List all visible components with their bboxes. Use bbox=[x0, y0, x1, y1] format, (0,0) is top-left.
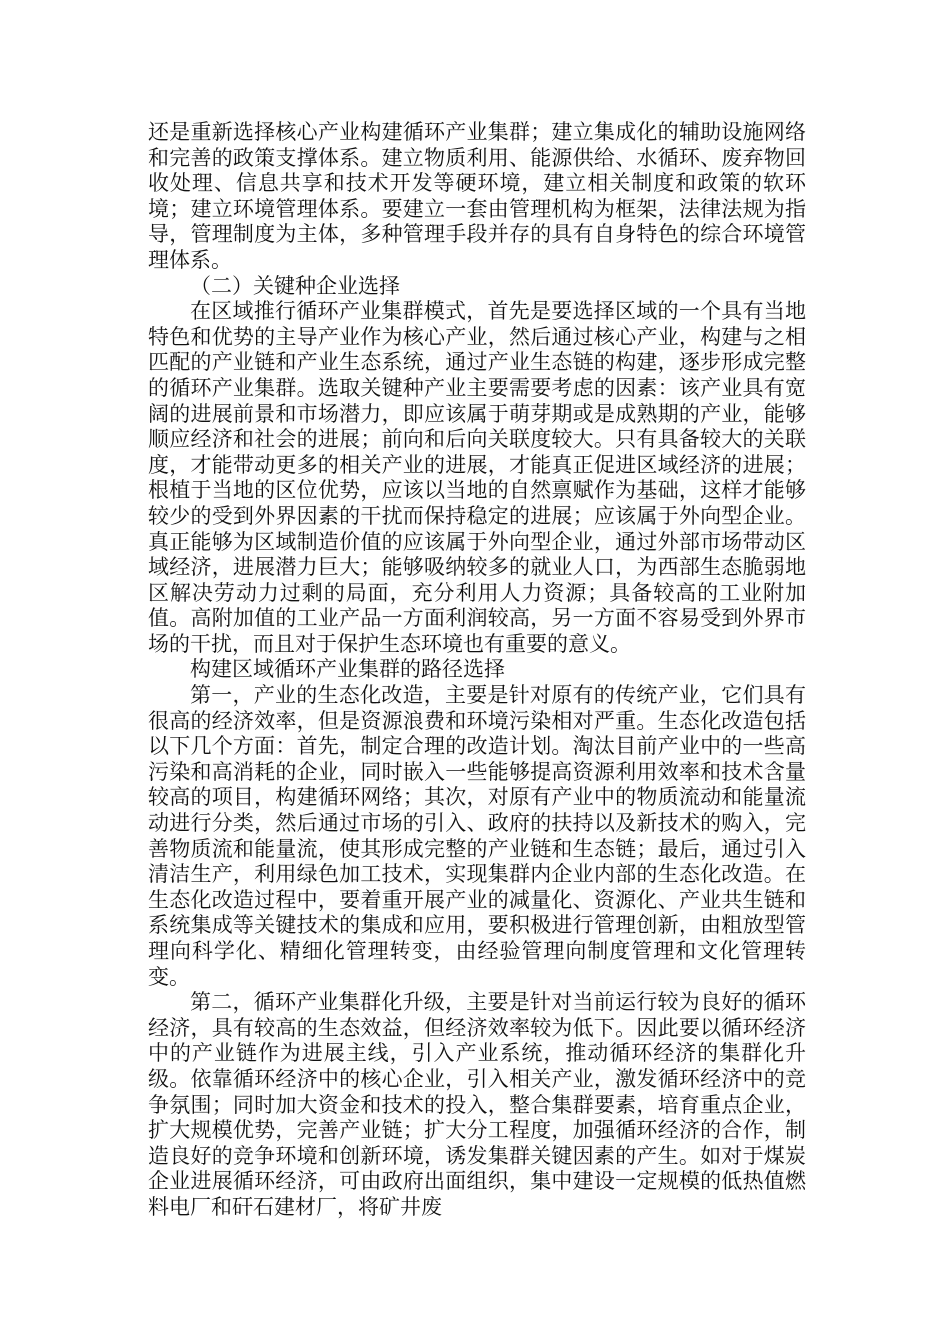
document-body bbox=[148, 120, 806, 1221]
paragraph-key-enterprise: 在区域推行循环产业集群模式，首先是要选择区域的一个具有当地特色和优势的主导产业作为核心产业，然后通过核心产业，构建与之相匹配的产业链和产业生态系统，通过产业生态链的构建，逐步形成完整的循环产业集群。选取关键种产业主要需要考虑的因素：该产业具有宽阔的进展前景和市场潜力，即应该属于萌芽期或是成熟期的产业，能够顺应经济和社会的进展；前向和后向关联度较大。只有具备较大的关联度，才能带动更多的相关产业的进展，才能真正促进区域经济的进展；根植于当地的区位优势，应该以当地的自然禀赋作为基础，这样才能够较少的受到外界因素的干扰而保持稳定的进展；应该属于外向型企业。真正能够为区域制造价值的应该属于外向型企业，通过外部市场带动区域经济，进展潜力巨大；能够吸纳较多的就业人口，为西部生态脆弱地区解决劳动力过剩的局面，充分利用人力资源；具备较高的工业附加值。高附加值的工业产品一方面利润较高，另一方面不容易受到外界市场的干扰，而且对于保护生态环境也有重要的意义。 bbox=[148, 299, 806, 656]
paragraph-continuation: 还是重新选择核心产业构建循环产业集群；建立集成化的辅助设施网络和完善的政策支撑体系。建立物质利用、能源供给、水循环、废弃物回收处理、信息共享和技术开发等硬环境，建立相关制度和政策的软环境；建立环境管理体系。要建立一套由管理机构为框架，法律法规为指导，管理制度为主体，多种管理手段并存的具有自身特色的综合环境管理体系。 bbox=[148, 120, 806, 272]
section-heading-key-enterprise: （二）关键种企业选择 bbox=[190, 273, 400, 298]
paragraph-first-ecological-transformation: 第一，产业的生态化改造，主要是针对原有的传统产业，它们具有很高的经济效率，但是资源浪费和环境污染相对严重。生态化改造包括以下几个方面：首先，制定合理的改造计划。淘汰目前产业中的一些高污染和高消耗的企业，同时嵌入一些能够提高资源利用效率和技术含量较高的项目，构建循环网络；其次，对原有产业中的物质流动和能量流动进行分类，然后通过市场的引入、政府的扶持以及新技术的购入，完善物质流和能量流，使其形成完整的产业链和生态链；最后，通过引入清洁生产，利用绿色加工技术，实现集群内企业内部的生态化改造。在生态化改造过程中，要着重开展产业的减量化、资源化、产业共生链和系统集成等关键技术的集成和应用，要积极进行管理创新，由粗放型管理向科学化、精细化管理转变，由经验管理向制度管理和文化管理转变。 bbox=[148, 683, 806, 989]
section-heading-path-selection: 构建区域循环产业集群的路径选择 bbox=[190, 657, 505, 682]
paragraph-second-cluster-upgrade: 第二，循环产业集群化升级，主要是针对当前运行较为良好的循环经济，具有较高的生态效益，但经济效率较为低下。因此要以循环经济中的产业链作为进展主线，引入产业系统，推动循环经济的集群化升级。依靠循环经济中的核心企业，引入相关产业，激发循环经济中的竞争氛围；同时加大资金和技术的投入，整合集群要素，培育重点企业，扩大规模优势，完善产业链；扩大分工程度，加强循环经济的合作，制造良好的竞争环境和创新环境，诱发集群关键因素的产生。如对于煤炭企业进展循环经济，可由政府出面组织，集中建设一定规模的低热值燃料电厂和矸石建材厂，将矿井废 bbox=[148, 990, 806, 1219]
